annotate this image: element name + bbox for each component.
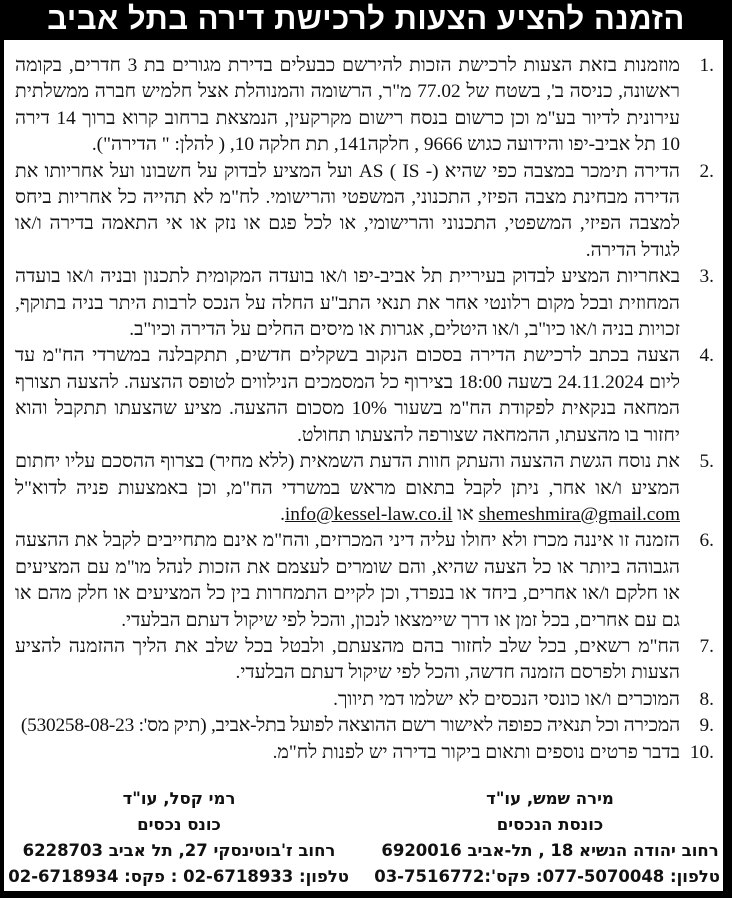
item-text: באחריות המציע לבדוק בעיריית תל אביב-יפו ו/או בועדה המקומית לתכנון ובניה ו/או בועדה המחוזית ובכל מקום רלונטי אחר את תנאי התב"ע החלה על הנכס לרבות היתר בניה בתוקף, זכויות בניה ו/או כיו"ב, ו/או היטלים, אגרות או מיסים החלים על הדירה וכיו"ב. [15,266,680,341]
item-text: בדבר פרטים נוספים ותאום ביקור בדירה יש לפנות לח"מ. [272,741,680,763]
list-item [15,264,714,343]
item-number: 6. [699,530,714,552]
item-number: 4. [699,345,714,367]
list-item [15,343,714,449]
item-number: 3. [699,266,714,288]
list-item [15,528,714,634]
item-text: הצעה בכתב לרכישת הדירה בסכום הנקוב בשקלים חדשים, תתקבלנה במשרדי הח"מ עד ליום 24.11.2024 בשעה 18:00 בצירוף כל המסמכים הנילווים לטופס ההצעה. להצעה תצורף המחאה בנקאית לפקודת הח"מ בשעור 10% מסכום ההצעה. מציע שהצעתו תתקבל והוא יחזור בו מהצעתו, ההמחאה שצורפה להצעתו תחולט. [15,345,680,446]
item-text: מוזמנות בזאת הצעות לרכישת הזכות להירשם כבעלים בדירת מגורים בת 3 חדרים, בקומה ראשונה, כניסה ב', בשטח של 77.02 מ"ר, הרשומה והמנוהלת אצל חלמיש חברה ממשלתית עירונית לדיור בע"מ וכן כרשום בנסח רישום מקרקעין, הנמצאת ברחוב קרוא ברוך 14 דירה 10 תל אביב-יפו והידועה כגוש 9666 , חלקה141, תת חלקה 10, ( להלן: " הדירה"). [15,55,681,156]
item-number: 2. [699,160,714,182]
signer-role: כונס נכסים [137,815,221,834]
item-text: המוכרים ו/או כונסי הנכסים לא ישלמו דמי תיווך. [333,688,680,710]
item-number: 1. [699,55,714,76]
item-text: הזמנה זו איננה מכרז ולא יחולו עליה דיני המכרזים, והח"מ אינם מתחייבים לקבל את ההצעה הגבוהה ביותר או כל הצעה שהיא, והם שומרים לעצמם את הזכות לנהל מו"מ עם המציעים או חלקם ו/או אחרים, ביחד או בנפרד, וכן לקיים התמחרות בין כל המציעים או חלק מהם או גם עם אחרים, בכל זמן או דרך שיימצאו לנכון, והכל לפי שיקול דעתם הבלעדי. [15,530,680,631]
list-item [15,159,714,265]
item-text: את נוסח הגשת ההצעה והעתק חוות הדעת השמאית (ללא מחיר) בצרוף ההסכם עליו יחתום המציע ו/או אחר, ניתן לקבל בתאום מראש במשרדי הח"מ, וכן באמצעות פניה לדוא"ל shemeshmira@gmail.com או info@kessel-law.co.il. [15,451,680,525]
signer-address: רחוב יהודה הנשיא 18 , תל-אביב 6920016 [381,841,719,860]
signer-name: רמי קסל, עו"ד [122,789,236,808]
item-number: 7. [699,635,714,657]
terms-list [15,53,714,766]
signature-block-receiver-2 [9,786,349,890]
list-item [15,713,714,739]
item-text: הח"מ רשאים, בכל שלב לחזור בהם מהצעתם, ולבטל בכל שלב את הליך ההזמנה להציע הצעות ולפרסם הזמנה חדשה, והכל לפי שיקול דעתם הבלעדי. [15,635,680,684]
list-item [15,740,714,766]
item-number: 9. [699,715,714,737]
list-item [15,53,714,159]
item-number: 10. [689,741,714,763]
item-number: 5. [699,451,714,473]
list-item [15,449,714,528]
list-item [15,634,714,687]
signer-name: מירה שמש, עו"ד [486,789,614,808]
email-link-shemesh[interactable]: shemeshmira@gmail.com [478,503,680,525]
page-title: הזמנה להציע הצעות לרכישת דירה בתל אביב [0,0,732,38]
item-number: 8. [699,688,714,710]
item-text: הדירה תימכר במצבה כפי שהיא AS ( IS -) ועל המציע לבדוק על חשבונו ועל אחריותו את הדירה מבחינת מצבה הפיזי, התכנוני, המשפטי והרישומי. לח"מ לא תהייה כל אחריות ביחס למצבה הפיזי, המשפטי, התכנוני והרישומי, או לכל פגם או נזק או אי התאמה בדירה ו/או לגודל הדירה. [15,160,680,261]
item-text: המכירה וכל תנאיה כפופה לאישור רשם ההוצאה לפועל בתל-אביב, (תיק מס': 530258-08-23) [20,715,680,737]
signature-block-receiver [374,786,720,890]
list-item [15,687,714,713]
signer-phones: טלפון: 077-5070048: פקס':03-7516772 [374,867,720,886]
email-link-kessel[interactable]: info@kessel-law.co.il [284,503,453,525]
signer-address: רחוב ז'בוטינסקי 27, תל אביב 6228703 [22,841,336,860]
signer-phones: טלפון: 02-6718933 : פקס: 02-6718934 [8,867,349,886]
signer-role: כונסת הנכסים [496,815,604,834]
notice-body [4,40,723,891]
